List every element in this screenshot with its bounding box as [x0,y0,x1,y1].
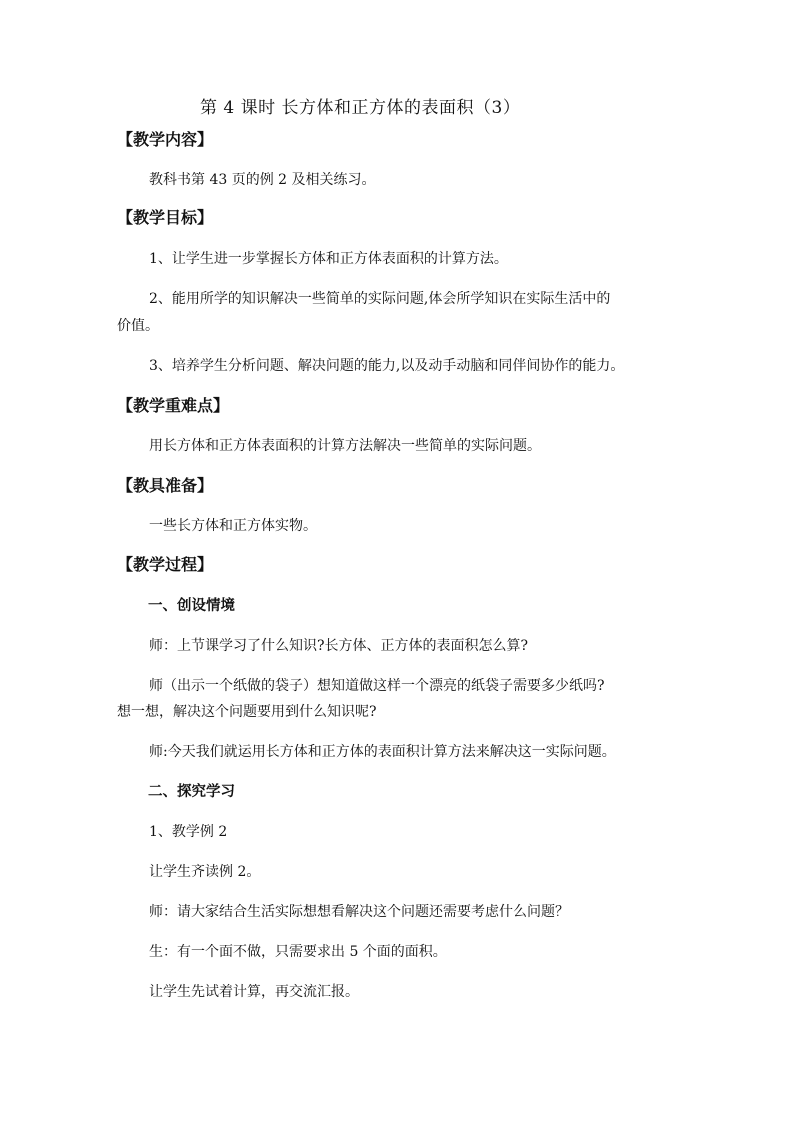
tools-text: 一些长方体和正方体实物。 [149,518,317,534]
process-part-2-paragraph-1: 1、教学例 2 [149,824,228,840]
goal-item-1: 1、让学生进一步掌握长方体和正方体表面积的计算方法。 [149,251,508,267]
process-part-1-paragraph-1: 师：上节课学习了什么知识?长方体、正方体的表面积怎么算? [149,638,529,654]
goal-item-3: 3、培养学生分析问题、解决问题的能力,以及动手动脑和同伴间协作的能力。 [149,358,625,374]
section-heading-process: 【教学过程】 [117,555,214,574]
process-part-2-paragraph-2: 让学生齐读例 2。 [149,864,261,880]
process-part-1-heading: 一、创设情境 [148,598,235,614]
process-part-2-heading: 二、探究学习 [148,784,235,800]
process-part-1-paragraph-2-line-1: 师（出示一个纸做的袋子）想知道做这样一个漂亮的纸袋子需要多少纸吗? [149,678,605,694]
content-text: 教科书第 43 页的例 2 及相关练习。 [149,172,376,188]
process-part-2-paragraph-4: 生：有一个面不做，只需要求出 5 个面的面积。 [149,944,447,960]
section-heading-key-points: 【教学重难点】 [117,396,230,415]
process-part-2-paragraph-3: 师：请大家结合生活实际想想看解决这个问题还需要考虑什么问题？ [149,904,569,920]
goal-item-2-line-1: 2、能用所学的知识解决一些简单的实际问题,体会所学知识在实际生活中的 [149,291,611,307]
key-points-text: 用长方体和正方体表面积的计算方法解决一些简单的实际问题。 [149,438,541,454]
section-heading-content: 【教学内容】 [117,130,214,149]
process-part-1-paragraph-3: 师:今天我们就运用长方体和正方体的表面积计算方法来解决这一实际问题。 [149,744,616,760]
process-part-1-paragraph-2-line-2: 想一想，解决这个问题要用到什么知识呢? [117,704,377,720]
lesson-title: 第 4 课时 长方体和正方体的表面积（3） [200,98,521,118]
goal-item-2-line-2: 价值。 [117,318,159,334]
process-part-2-paragraph-5: 让学生先试着计算，再交流汇报。 [149,984,359,1000]
section-heading-tools: 【教具准备】 [117,476,214,495]
section-heading-goals: 【教学目标】 [117,208,214,227]
